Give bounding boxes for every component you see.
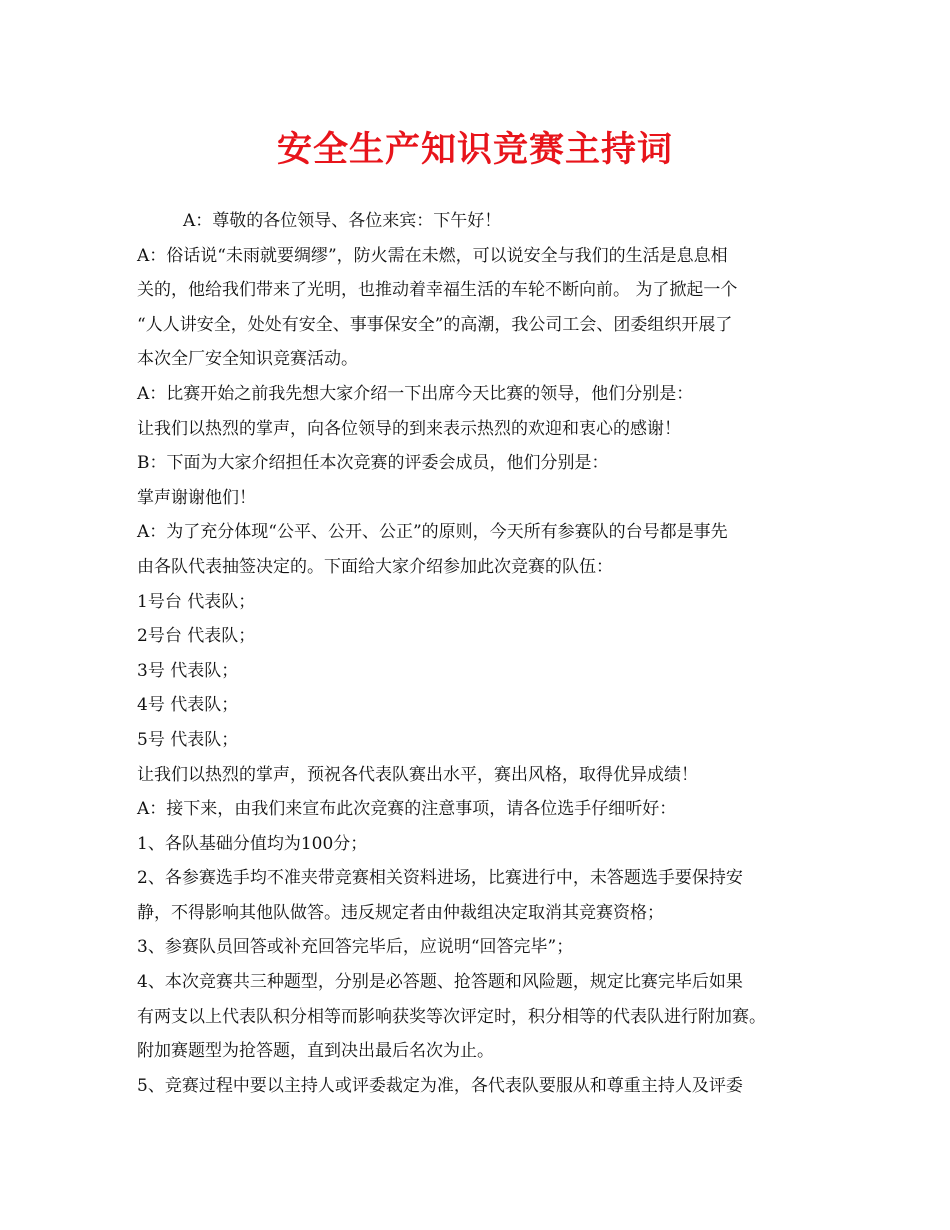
- paragraph-line: B：下面为大家介绍担任本次竞赛的评委会成员，他们分别是：: [137, 453, 609, 474]
- paragraph-line: 3、参赛队员回答或补充回答完毕后，应说明“回答完毕”；: [137, 937, 574, 958]
- paragraph-line: 由各队代表抽签决定的。下面给大家介绍参加此次竞赛的队伍：: [137, 556, 613, 577]
- paragraph-line: 附加赛题型为抢答题，直到决出最后名次为止。: [137, 1041, 494, 1062]
- document-title: 安全生产知识竞赛主持词: [276, 129, 673, 170]
- document-body: [137, 204, 827, 1103]
- paragraph-line: “人人讲安全，处处有安全、事事保安全”的高潮，我公司工会、团委组织开展了: [137, 314, 733, 335]
- paragraph-line: 掌声谢谢他们！: [137, 487, 256, 508]
- paragraph-line: 1号台 代表队；: [137, 591, 256, 612]
- paragraph-line: A：为了充分体现“公平、公开、公正”的原则，今天所有参赛队的台号都是事先: [137, 522, 728, 543]
- paragraph-line: 2号台 代表队；: [137, 626, 256, 647]
- paragraph-line: 静，不得影响其他队做答。违反规定者由仲裁组决定取消其竞赛资格；: [137, 902, 664, 923]
- paragraph-line: 让我们以热烈的掌声，向各位领导的到来表示热烈的欢迎和衷心的感谢！: [137, 418, 681, 439]
- paragraph-line: 5、竞赛过程中要以主持人或评委裁定为准，各代表队要服从和尊重主持人及评委: [137, 1075, 743, 1096]
- paragraph-line: 4号 代表队；: [137, 695, 239, 716]
- paragraph-line: A：接下来，由我们来宣布此次竞赛的注意事项，请各位选手仔细听好：: [137, 799, 677, 820]
- paragraph-line: 有两支以上代表队积分相等而影响获奖等次评定时，积分相等的代表队进行附加赛。: [137, 1006, 766, 1027]
- paragraph-line: 1、各队基础分值均为100分；: [137, 833, 368, 854]
- paragraph-line: A：俗话说“未雨就要绸缪”，防火需在未燃，可以说安全与我们的生活是息息相: [137, 245, 728, 266]
- paragraph-line: A：尊敬的各位领导、各位来宾：下午好！: [183, 211, 502, 231]
- paragraph-line: A：比赛开始之前我先想大家介绍一下出席今天比赛的领导，他们分别是：: [137, 383, 694, 404]
- paragraph-line: 2、各参赛选手均不准夹带竞赛相关资料进场，比赛进行中，未答题选手要保持安: [137, 868, 743, 889]
- paragraph-line: 5号 代表队；: [137, 729, 239, 750]
- paragraph-line: 3号 代表队；: [137, 660, 239, 681]
- paragraph-line: 本次全厂安全知识竞赛活动。: [137, 349, 358, 370]
- paragraph-line: 让我们以热烈的掌声，预祝各代表队赛出水平，赛出风格，取得优异成绩！: [137, 764, 698, 785]
- paragraph-line: 关的，他给我们带来了光明，也推动着幸福生活的车轮不断向前。 为了掀起一个: [137, 280, 738, 301]
- paragraph-line: 4、本次竞赛共三种题型，分别是必答题、抢答题和风险题，规定比赛完毕后如果: [137, 972, 743, 993]
